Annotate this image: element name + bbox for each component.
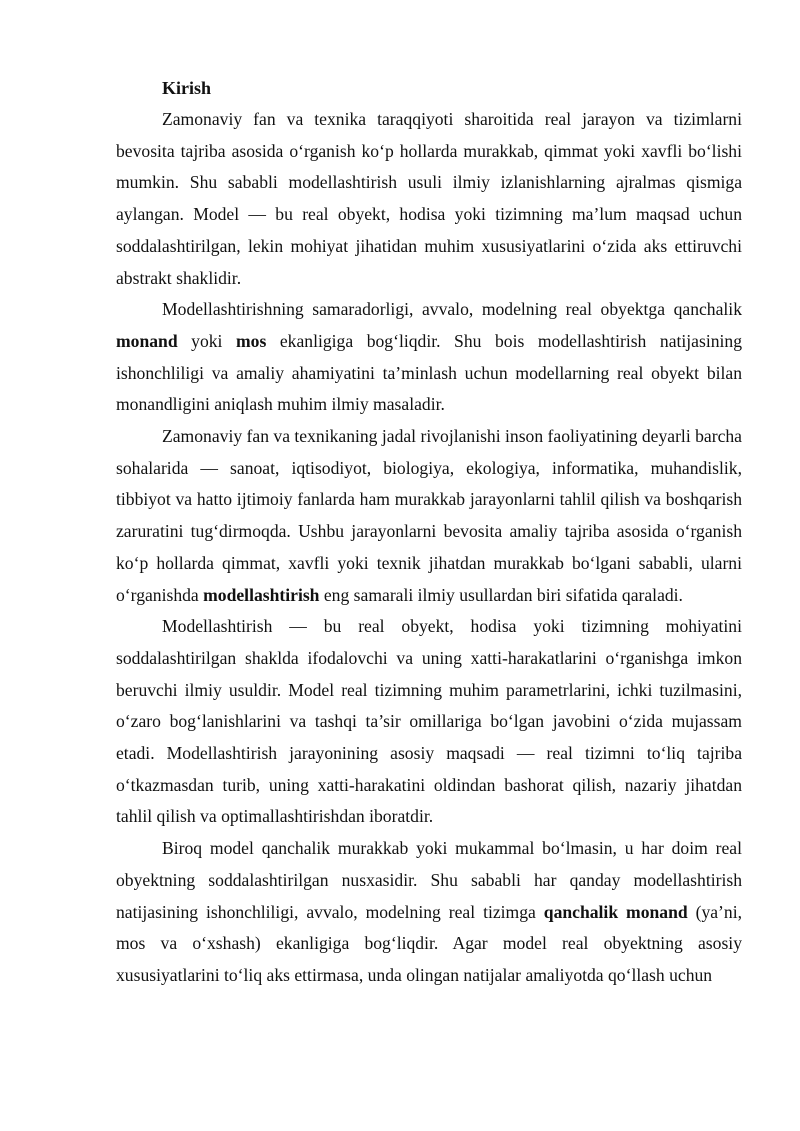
bold-term: mos (236, 330, 267, 351)
paragraph-text: Biroq model qanchalik murakkab yoki mukammal bo‘lmasin, u har doim real obyektning soddalashtirilgan nusxasidir. Shu sababli har qanday modellashtirish natijasining ishonchliligi, avvalo, modelning real tizimga (116, 838, 742, 922)
paragraph (116, 833, 742, 992)
paragraph (116, 294, 742, 421)
paragraph-text: Modellashtirishning samaradorligi, avvalo, modelning real obyektga qanchalik (162, 299, 742, 320)
paragraph-text: Zamonaviy fan va texnika taraqqiyoti sharoitida real jarayon va tizimlarni bevosita tajriba asosida o‘rganish ko‘p hollarda murakkab, qimmat yoki xavfli bo‘lishi mumkin. Shu sababli modellashtirish usuli ilmiy izlanishlarning ajralmas qismiga aylangan. Model — bu real obyekt, hodisa yoki tizimning ma’lum maqsad uchun soddalashtirilgan, lekin mohiyat jihatidan muhim xususiyatlarini o‘zida aks ettiruvchi abstrakt shaklidir. (116, 109, 742, 288)
paragraph-text: yoki (177, 330, 236, 351)
paragraph-text: eng samarali ilmiy usullardan biri sifatida qaraladi. (319, 584, 683, 605)
paragraph (116, 421, 742, 611)
bold-term: modellashtirish (203, 584, 320, 605)
paragraph-list (116, 104, 742, 992)
paragraph-text: ekanligiga bog‘liqdir. Shu bois modellashtirish natijasining ishonchliligi va amaliy ahamiyatini ta’minlash uchun modellarning real obyekt bilan monandligini aniqlash muhim ilmiy masaladir. (116, 330, 742, 415)
bold-term: monand (116, 330, 178, 351)
paragraph-text: (ya’ni, mos va o‘xshash) ekanligiga bog‘liqdir. Agar model real obyektning asosiy xususiyatlarini to‘liq aks ettirmasa, unda olingan natijalar amaliyotda qo‘llash uchun (116, 901, 743, 985)
bold-term: qanchalik monand (543, 901, 688, 922)
document-page (116, 72, 742, 992)
paragraph-text: Zamonaviy fan va texnikaning jadal rivojlanishi inson faoliyatining deyarli barcha sohalarida — sanoat, iqtisodiyot, biologiya, ekologiya, informatika, muhandislik, tibbiyot va hatto ijtimoiy fanlarda ham murakkab jarayonlarni tahlil qilish va boshqarish zaruratini tug‘dirmoqda. Ushbu jarayonlarni bevosita amaliy tajriba asosida o‘rganish ko‘p hollarda qimmat, xavfli yoki texnik jihatdan murakkab bo‘lgani sababli, ularni o‘rganishda (116, 426, 742, 605)
paragraph-text: Modellashtirish — bu real obyekt, hodisa yoki tizimning mohiyatini soddalashtirilgan shaklda ifodalovchi va uning xatti-harakatlarini o‘rganishga imkon beruvchi ilmiy usuldir. Model real tizimning muhim parametrlarini, ichki tuzilmasini, o‘zaro bog‘lanishlarini va tashqi ta’sir omillariga bo‘lgan javobini o‘zida mujassam etadi. Modellashtirish jarayonining asosiy maqsadi — real tizimni to‘liq tajriba o‘tkazmasdan turib, uning xatti-harakatini oldindan bashorat qilish, nazariy jihatdan tahlil qilish va optimallashtirishdan iboratdir. (116, 616, 742, 827)
paragraph (116, 104, 742, 294)
paragraph (116, 611, 742, 833)
section-heading: Kirish (162, 78, 212, 98)
